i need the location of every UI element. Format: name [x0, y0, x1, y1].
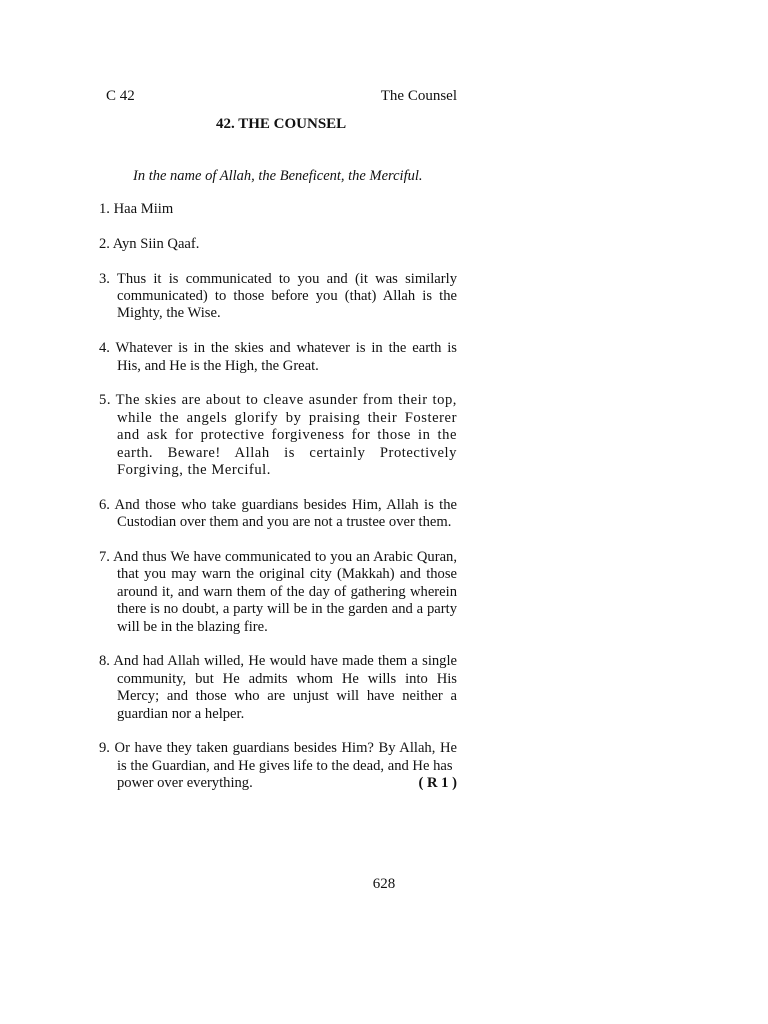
- verse-9-last-line: [117, 775, 457, 792]
- verse-9: [99, 740, 457, 792]
- page-number: [0, 875, 768, 893]
- verse-7: 7. And thus We have communicated to you an Arabic Quran, that you may warn the original city (Makkah) and those around it, and warn them of the day of gathering wherein there is no doubt, a party will be in the garden and a party will be in the blazing fire.: [99, 549, 457, 635]
- invocation: In the name of Allah, the Beneficent, the Merciful.: [133, 168, 423, 184]
- verse-2: 2. Ayn Siin Qaaf.: [99, 235, 200, 252]
- verse-8: 8. And had Allah willed, He would have made them a single community, but He admits whom He wills into His Mercy; and those who are unjust will have neither a guardian nor a helper.: [99, 653, 457, 722]
- chapter-title: 42. THE COUNSEL: [216, 116, 347, 132]
- chapter-code: C 42: [106, 88, 135, 104]
- verse-list: [99, 201, 457, 810]
- verse-6: 6. And those who take guardians besides Him, Allah is the Custodian over them and you are not a trustee over them.: [99, 496, 457, 531]
- verse-9-text: 9. Or have they taken guardians besides Him? By Allah, He is the Guardian, and He gives life to the dead, and He has: [99, 740, 457, 774]
- verse-3: 3. Thus it is communicated to you and (it was similarly communicated) to those before you (that) Allah is the Mighty, the Wise.: [99, 270, 457, 322]
- verse-5: 5. The skies are about to cleave asunder from their top, while the angels glorify by praising their Fosterer and ask for protective forgiveness for those in the earth. Beware! Allah is certainly Protectively Forgiving, the Merciful.: [99, 392, 457, 479]
- verse-4: 4. Whatever is in the skies and whatever is in the earth is His, and He is the High, the Great.: [99, 340, 457, 374]
- verse-1: 1. Haa Miim: [99, 201, 174, 217]
- running-title: The Counsel: [380, 88, 457, 104]
- section-marker: ( R 1 ): [418, 775, 457, 792]
- page-number-text: 628: [372, 876, 396, 892]
- verse-9-closing-text: power over everything.: [117, 775, 253, 792]
